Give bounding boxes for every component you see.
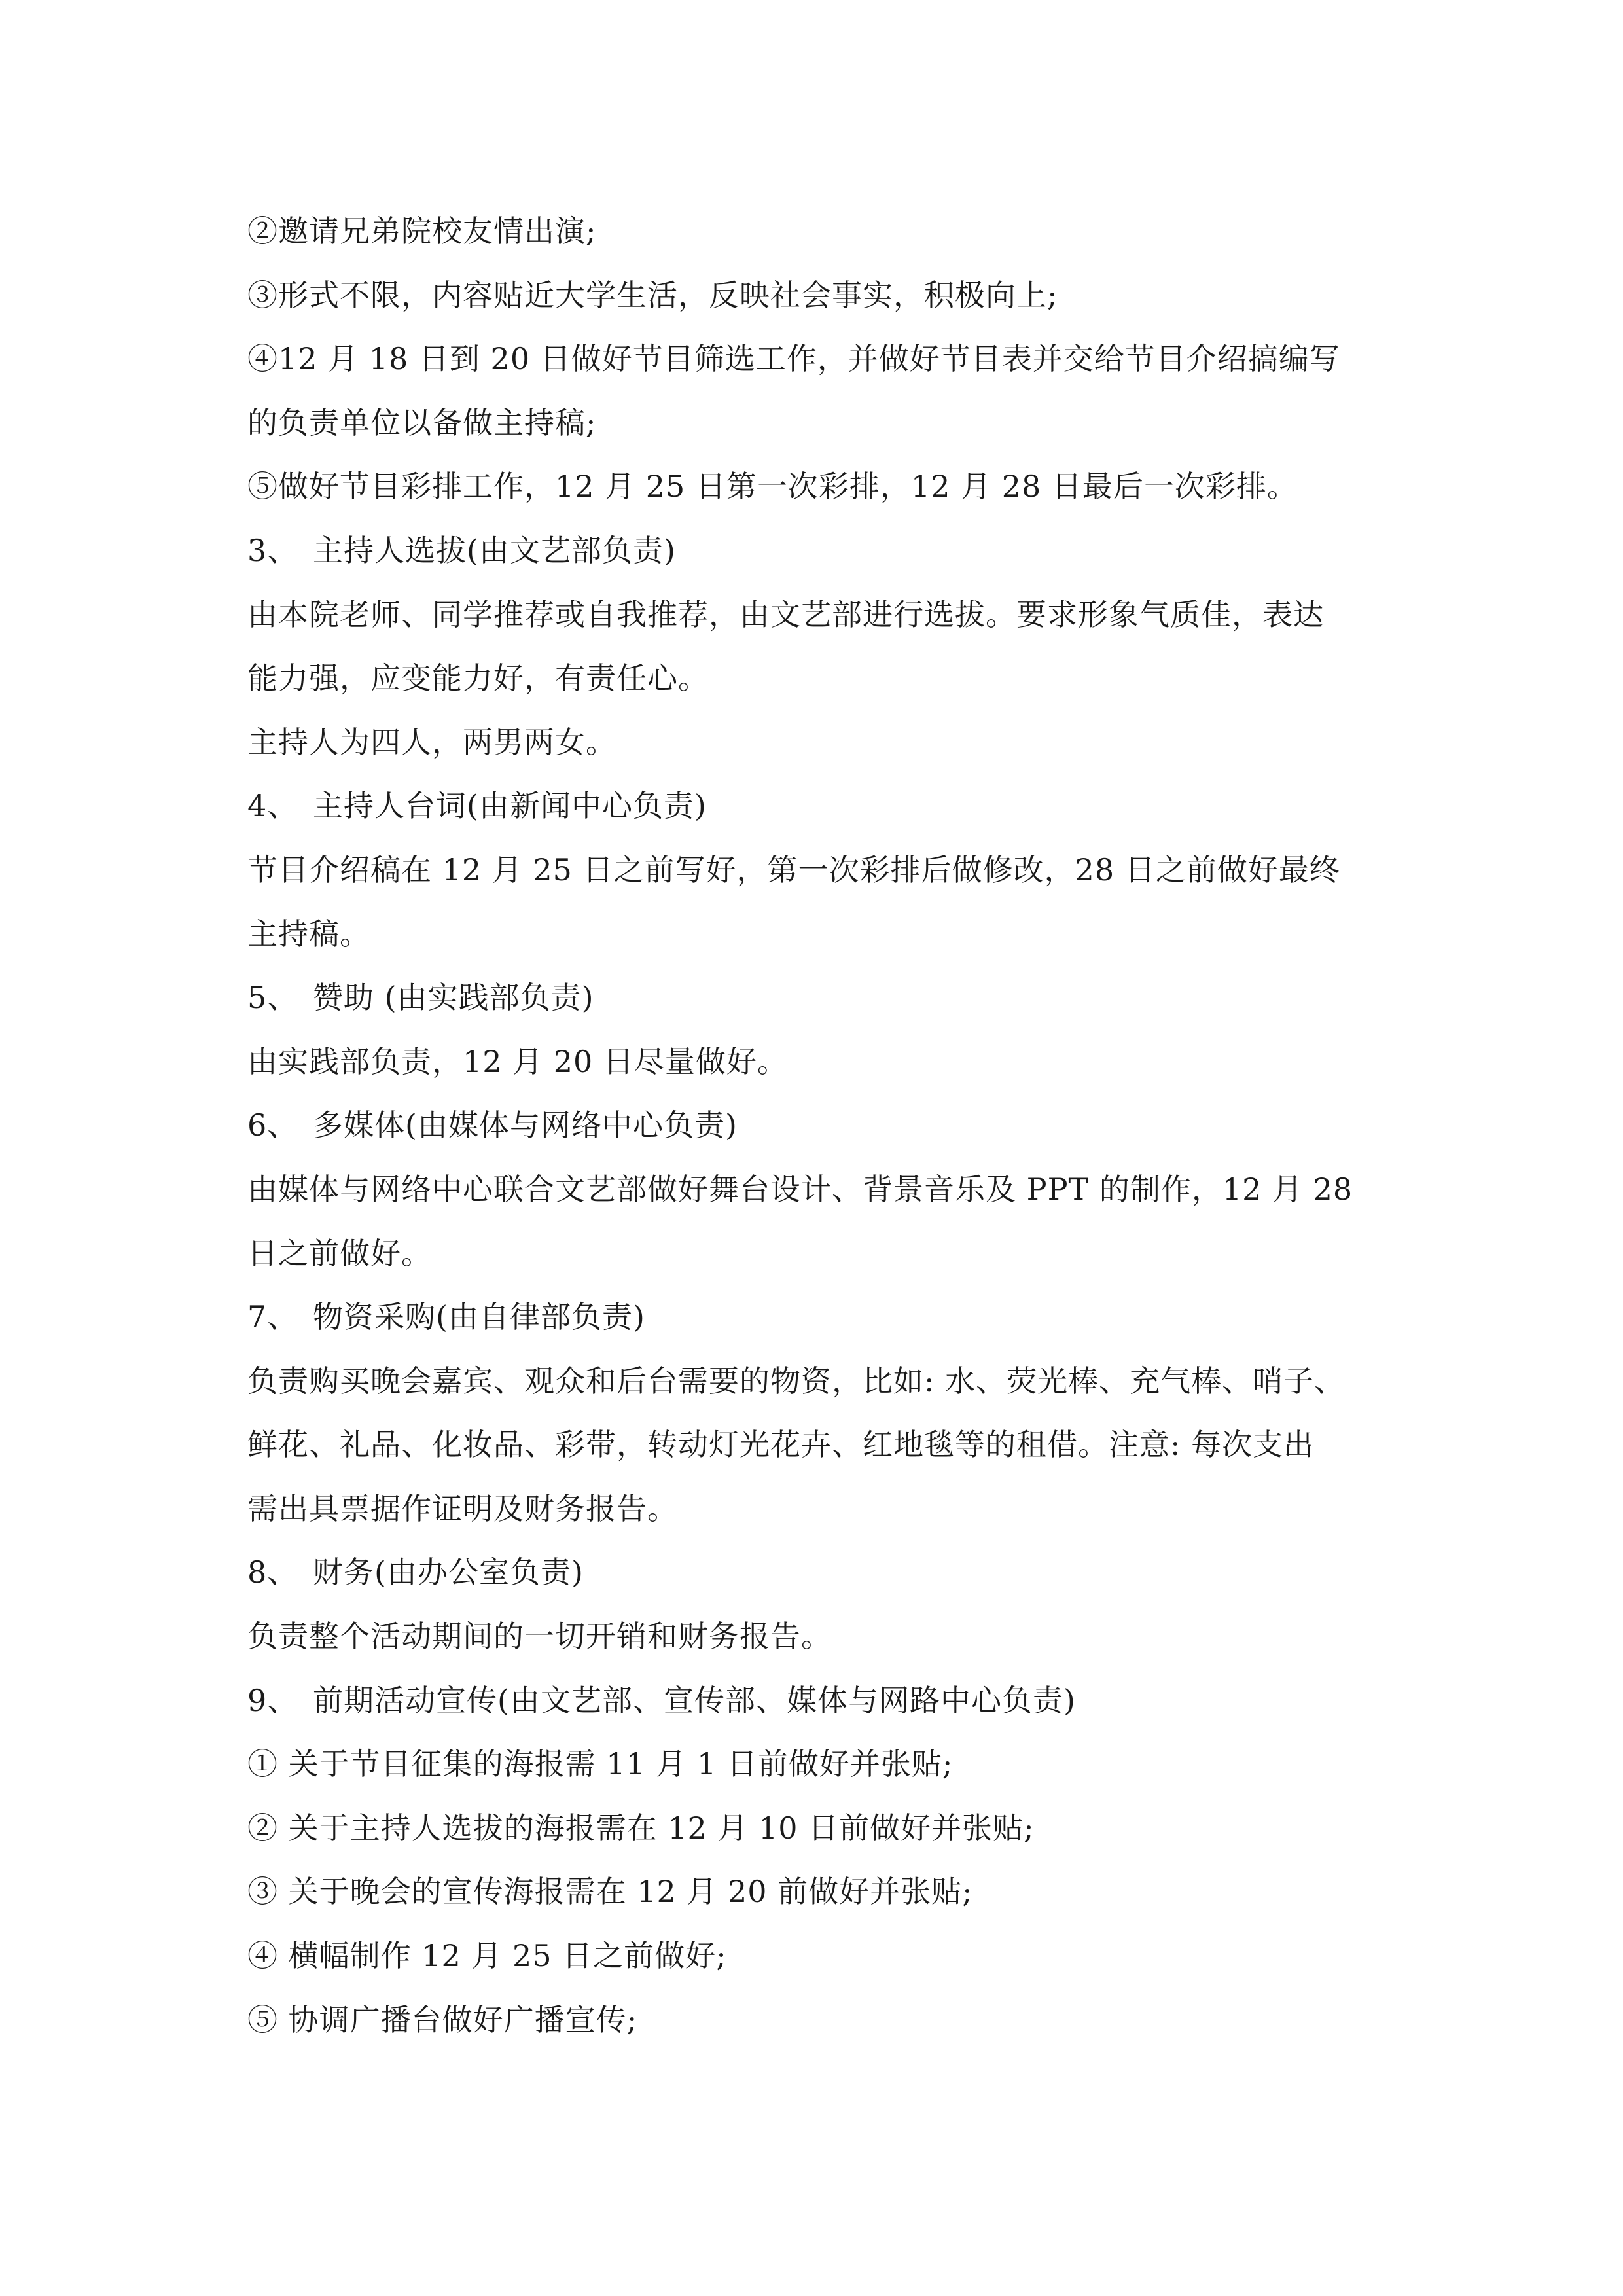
section-heading xyxy=(247,1094,1386,1158)
section-number: 4、 xyxy=(247,788,298,824)
paragraph-line: ⑤做好节目彩排工作，12 月 25 日第一次彩排，12 月 28 日最后一次彩排。 xyxy=(247,469,1298,505)
paragraph-line: 负责购买晚会嘉宾、观众和后台需要的物资，比如: 水、荧光棒、充气棒、哨子、 xyxy=(247,1363,1346,1399)
paragraph-line: 节目介绍稿在 12 月 25 日之前写好，第一次彩排后做修改，28 日之前做好最终 xyxy=(247,852,1340,888)
section-heading xyxy=(247,1285,1386,1350)
section-heading xyxy=(247,519,1386,583)
section-heading xyxy=(247,1541,1386,1605)
paragraph-line: 主持稿。 xyxy=(247,916,370,952)
paragraph-line: ③ 关于晚会的宣传海报需在 12 月 20 前做好并张贴; xyxy=(247,1874,973,1910)
section-number: 9、 xyxy=(247,1682,298,1718)
paragraph-line: ④12 月 18 日到 20 日做好节目筛选工作，并做好节目表并交给节目介绍搞编写 xyxy=(247,341,1340,377)
section-title: 前期活动宣传(由文艺部、宣传部、媒体与网路中心负责) xyxy=(313,1682,1076,1718)
paragraph-line: ① 关于节目征集的海报需 11 月 1 日前做好并张贴; xyxy=(247,1746,954,1782)
paragraph-line: 由媒体与网络中心联合文艺部做好舞台设计、背景音乐及 PPT 的制作，12 月 28 xyxy=(247,1171,1353,1207)
section-number: 6、 xyxy=(247,1107,298,1143)
paragraph-line: 日之前做好。 xyxy=(247,1235,432,1271)
paragraph-line: ④ 横幅制作 12 月 25 日之前做好; xyxy=(247,1938,727,1974)
section-number: 8、 xyxy=(247,1554,298,1590)
section-title: 物资采购(由自律部负责) xyxy=(313,1299,645,1335)
paragraph-line: 由实践部负责，12 月 20 日尽量做好。 xyxy=(247,1043,788,1079)
section-number: 3、 xyxy=(247,532,298,568)
paragraph-line: 的负责单位以备做主持稿; xyxy=(247,404,597,440)
paragraph-line: ② 关于主持人选拔的海报需在 12 月 10 日前做好并张贴; xyxy=(247,1810,1035,1846)
section-heading xyxy=(247,966,1386,1030)
paragraph-line: 主持人为四人，两男两女。 xyxy=(247,724,616,760)
section-number: 7、 xyxy=(247,1299,298,1335)
paragraph-line: 需出具票据作证明及财务报告。 xyxy=(247,1490,678,1526)
paragraph-line: 负责整个活动期间的一切开销和财务报告。 xyxy=(247,1619,832,1655)
section-heading xyxy=(247,774,1386,838)
section-title: 多媒体(由媒体与网络中心负责) xyxy=(313,1107,738,1143)
section-number: 5、 xyxy=(247,980,298,1016)
paragraph-line: ⑤ 协调广播台做好广播宣传; xyxy=(247,2001,638,2037)
document-body xyxy=(247,200,1386,2052)
section-title: 主持人选拔(由文艺部负责) xyxy=(313,532,676,568)
section-title: 财务(由办公室负责) xyxy=(313,1554,584,1590)
section-title: 赞助 (由实践部负责) xyxy=(313,980,594,1016)
section-heading xyxy=(247,1669,1386,1733)
section-title: 主持人台词(由新闻中心负责) xyxy=(313,788,707,824)
paragraph-line: ③形式不限，内容贴近大学生活，反映社会事实，积极向上; xyxy=(247,277,1058,313)
paragraph-line: ②邀请兄弟院校友情出演; xyxy=(247,213,597,249)
paragraph-line: 鲜花、礼品、化妆品、彩带，转动灯光花卉、红地毯等的租借。注意: 每次支出 xyxy=(247,1427,1315,1463)
paragraph-line: 能力强，应变能力好，有责任心。 xyxy=(247,660,709,696)
paragraph-line: 由本院老师、同学推荐或自我推荐，由文艺部进行选拔。要求形象气质佳，表达 xyxy=(247,596,1324,632)
